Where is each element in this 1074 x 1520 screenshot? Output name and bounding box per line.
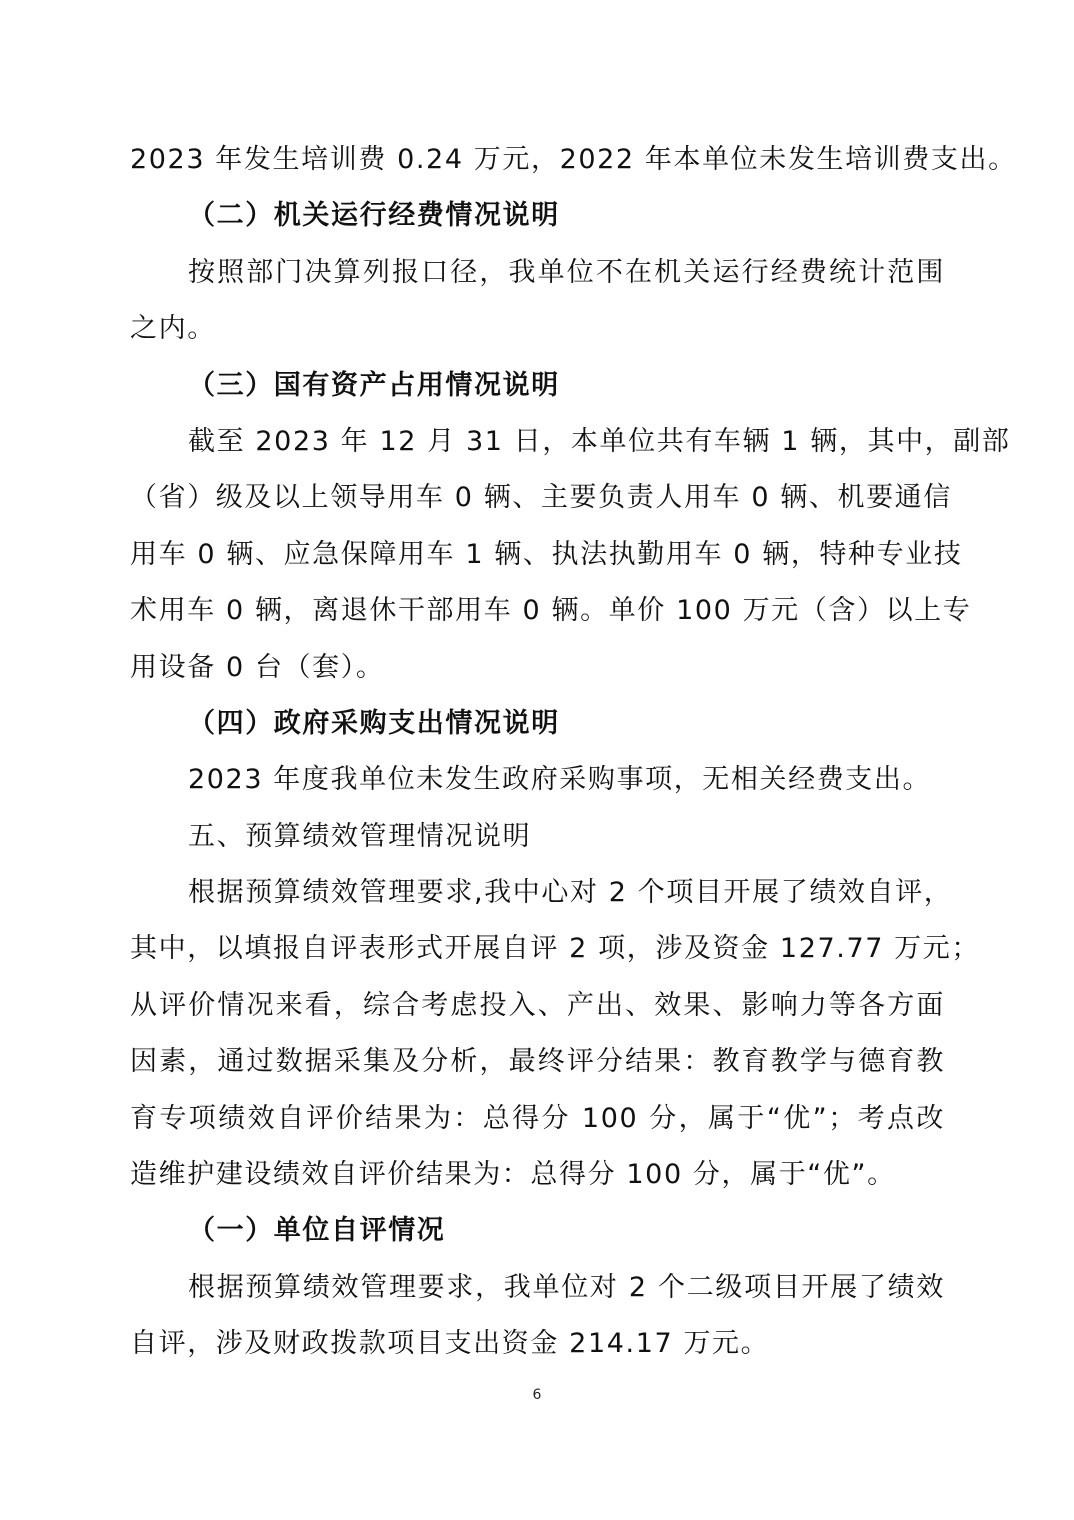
paragraph-line: 因素，通过数据采集及分析，最终评分结果：教育教学与德育教 xyxy=(130,1046,945,1078)
paragraph-line: 用设备 0 台（套）。 xyxy=(130,651,385,683)
paragraph-line: 其中，以填报自评表形式开展自评 2 项，涉及资金 127.77 万元； xyxy=(130,933,980,965)
paragraph-line: 用车 0 辆、应急保障用车 1 辆、执法执勤用车 0 辆，特种专业技 xyxy=(130,538,963,570)
paragraph-line: （省）级及以上领导用车 0 辆、主要负责人用车 0 辆、机要通信 xyxy=(130,482,952,514)
section-heading: （四）政府采购支出情况说明 xyxy=(188,707,560,739)
paragraph-line: 自评，涉及财政拨款项目支出资金 214.17 万元。 xyxy=(130,1328,770,1360)
paragraph-line: 按照部门决算列报口径，我单位不在机关运行经费统计范围 xyxy=(188,256,945,288)
document-body xyxy=(130,132,1017,1373)
chapter-heading: 五、预算绩效管理情况说明 xyxy=(188,820,532,852)
paragraph-line: 2023 年发生培训费 0.24 万元，2022 年本单位未发生培训费支出。 xyxy=(130,144,1017,175)
section-heading: （一）单位自评情况 xyxy=(188,1215,446,1247)
paragraph-line: 之内。 xyxy=(130,313,216,345)
paragraph-line: 根据预算绩效管理要求,我中心对 2 个项目开展了绩效自评， xyxy=(188,877,953,909)
paragraph-line: 2023 年度我单位未发生政府采购事项，无相关经费支出。 xyxy=(188,764,932,796)
page-number: 6 xyxy=(532,1387,542,1403)
paragraph-line: 术用车 0 辆，离退休干部用车 0 辆。单价 100 万元（含）以上专 xyxy=(130,595,972,627)
paragraph-line: 从评价情况来看，综合考虑投入、产出、效果、影响力等各方面 xyxy=(130,989,945,1021)
paragraph-line: 育专项绩效自评价结果为：总得分 100 分，属于“优”；考点改 xyxy=(130,1102,945,1134)
paragraph-line: 根据预算绩效管理要求，我单位对 2 个二级项目开展了绩效 xyxy=(188,1271,945,1303)
paragraph-line: 截至 2023 年 12 月 31 日，本单位共有车辆 1 辆，其中，副部 xyxy=(188,425,1011,457)
section-heading: （三）国有资产占用情况说明 xyxy=(188,369,560,401)
section-heading: （二）机关运行经费情况说明 xyxy=(188,200,560,232)
paragraph-line: 造维护建设绩效自评价结果为：总得分 100 分，属于“优”。 xyxy=(130,1159,896,1191)
